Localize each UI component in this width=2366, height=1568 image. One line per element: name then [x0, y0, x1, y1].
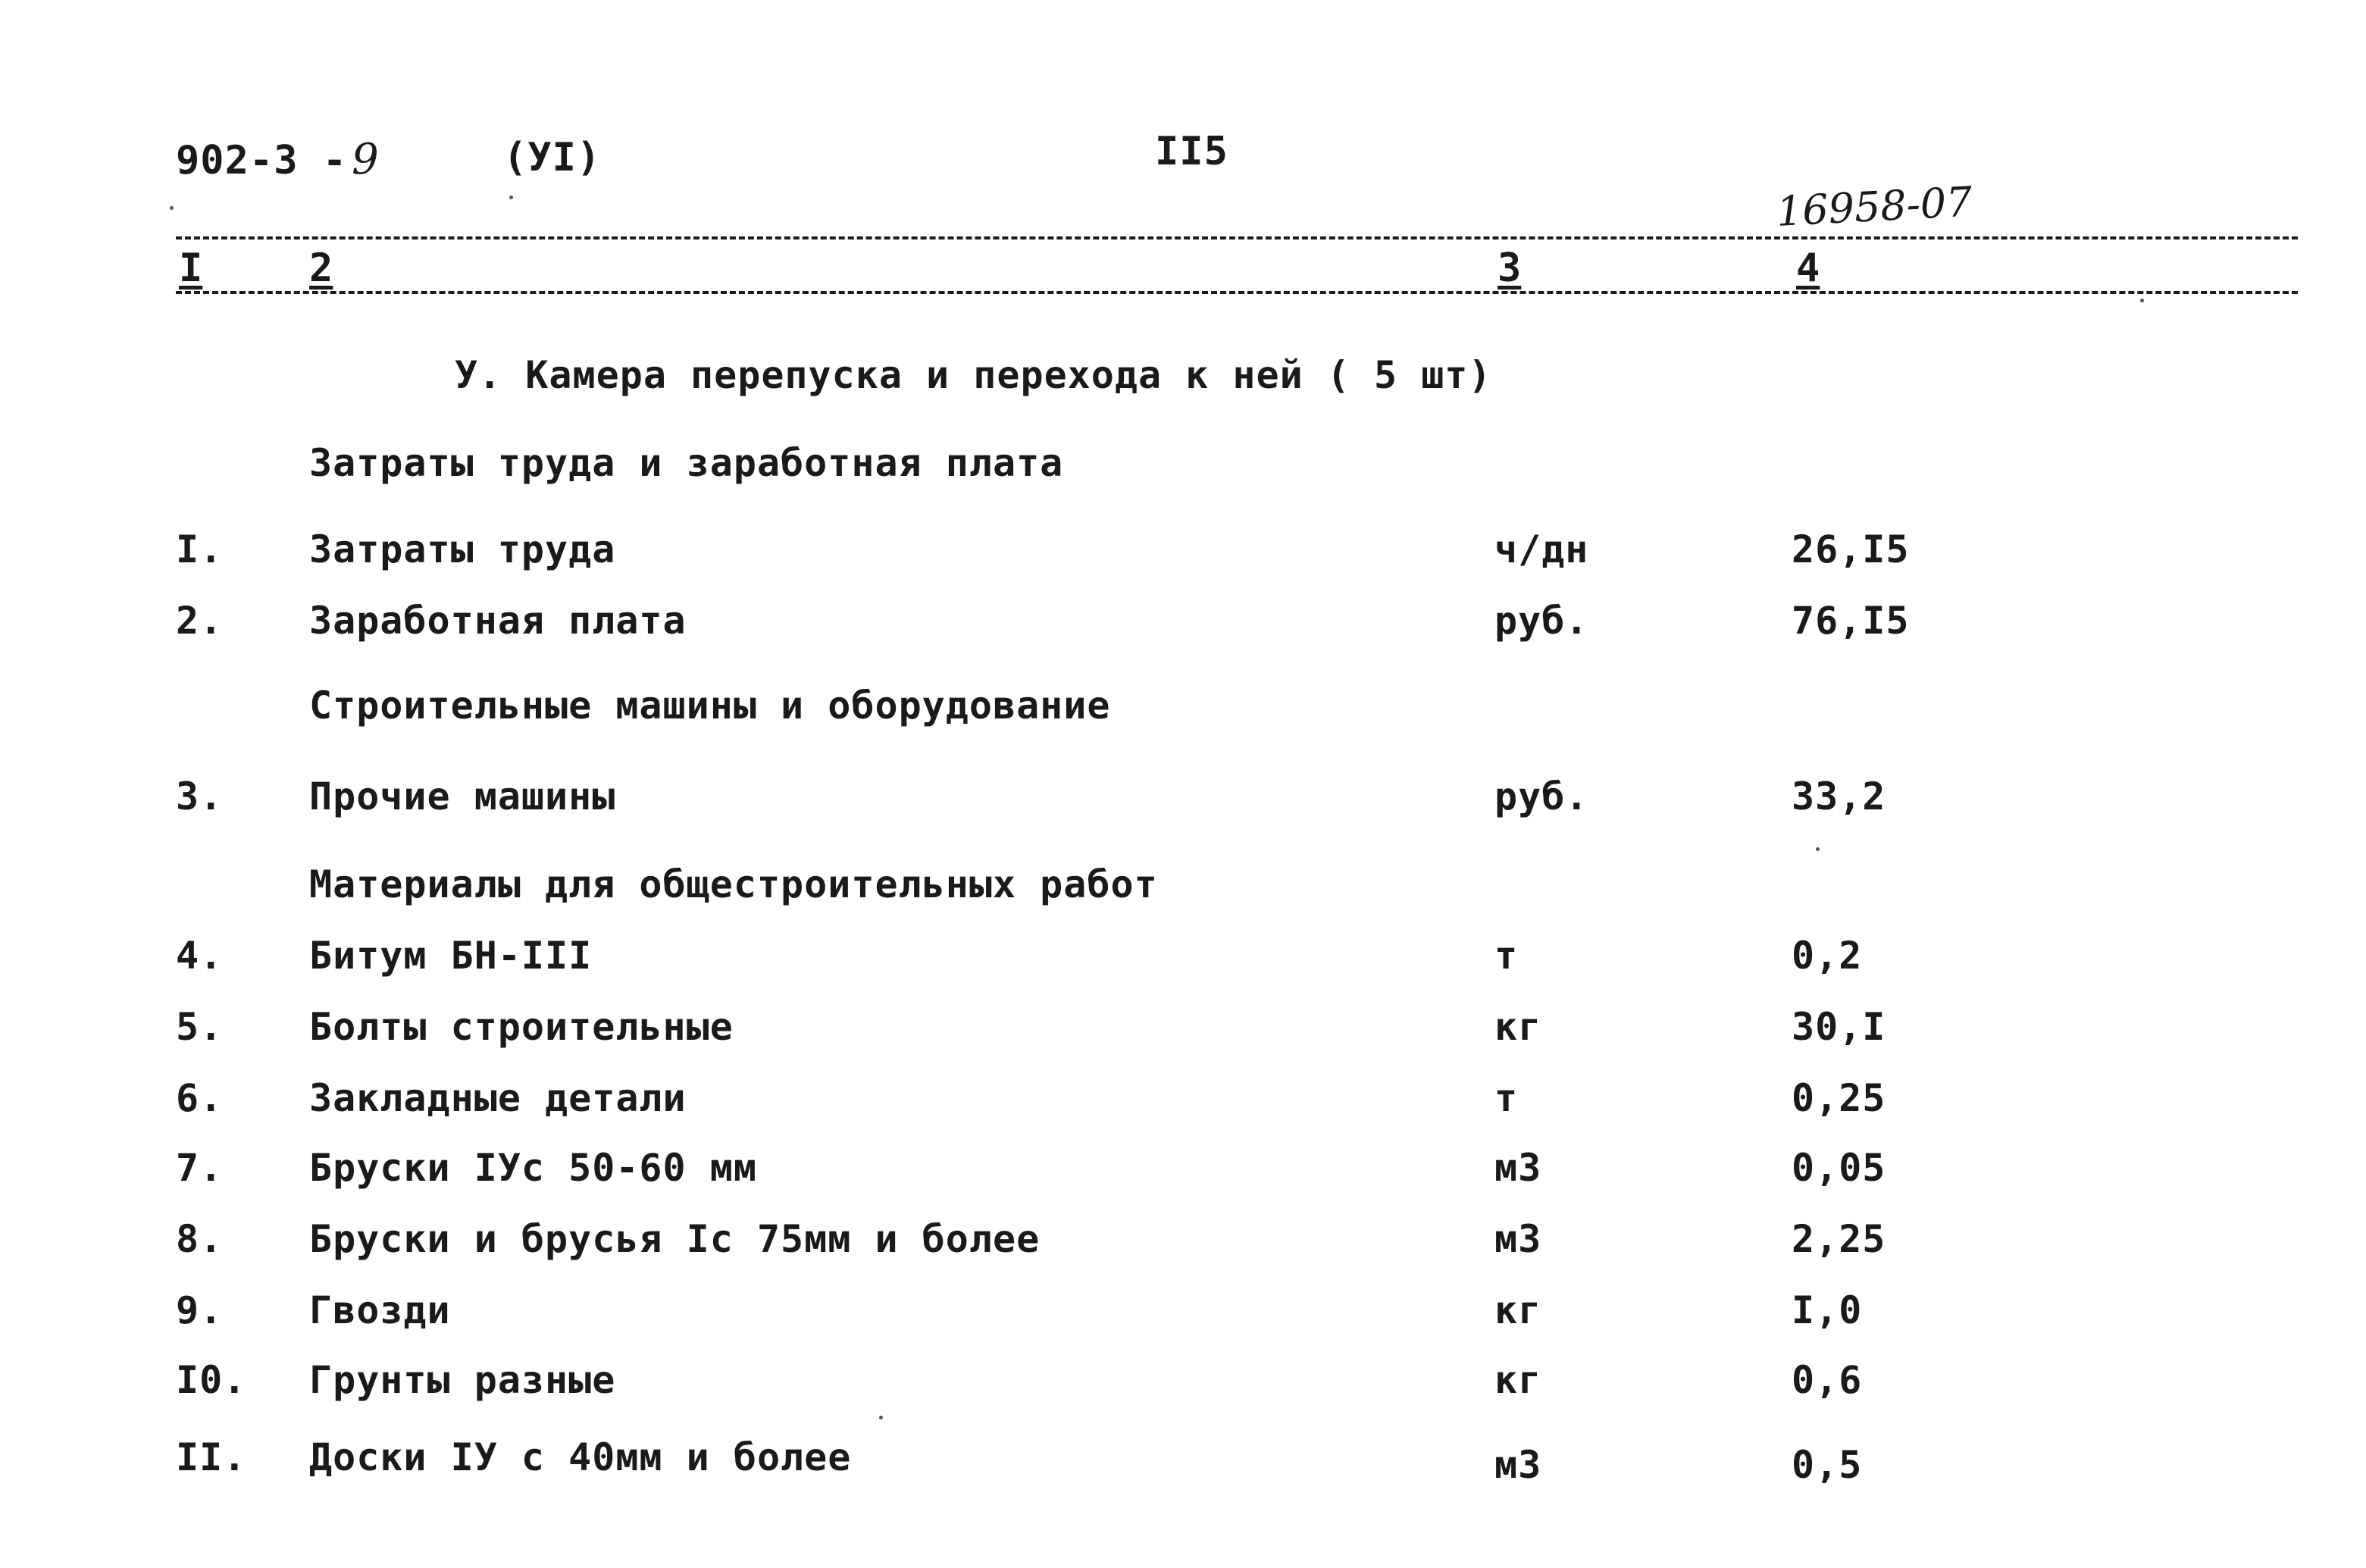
- group-heading-materials: Материалы для общестроительных работ: [309, 862, 1158, 906]
- row-unit: м3: [1494, 1146, 1542, 1190]
- row-unit: кг: [1494, 1358, 1542, 1402]
- row-unit: т: [1494, 934, 1519, 978]
- row-number: 2.: [176, 599, 224, 643]
- doc-section: (УI): [503, 135, 602, 180]
- row-number: I.: [176, 527, 224, 571]
- row-value: 0,2: [1792, 934, 1863, 978]
- row-number: 6.: [176, 1076, 224, 1120]
- row-name: Заработная плата: [309, 599, 687, 643]
- row-value: I,0: [1792, 1288, 1863, 1332]
- row-name: Бруски и брусья Iс 75мм и более: [309, 1217, 1041, 1261]
- row-value: 0,25: [1792, 1076, 1886, 1120]
- doc-code-prefix: 902-3 -: [176, 138, 348, 183]
- row-value: 30,I: [1792, 1005, 1886, 1049]
- row-value: 0,5: [1792, 1443, 1863, 1487]
- page-number: II5: [1155, 129, 1228, 174]
- row-number: I0.: [176, 1358, 247, 1402]
- scan-speck: [2140, 299, 2144, 302]
- row-number: 9.: [176, 1288, 224, 1332]
- row-number: 5.: [176, 1005, 224, 1049]
- column-number-4: 4: [1796, 246, 1820, 291]
- row-name: Битум БН-III: [309, 934, 593, 978]
- header-rule-top: [176, 236, 2298, 239]
- group-heading-labor: Затраты труда и заработная плата: [309, 441, 1064, 485]
- header-rule-bottom: [176, 291, 2298, 294]
- scan-speck: [879, 1416, 883, 1419]
- column-number-3: 3: [1498, 246, 1522, 291]
- register-number: 16958-07: [1775, 177, 1974, 236]
- row-value: 76,I5: [1792, 599, 1910, 643]
- row-unit: т: [1494, 1076, 1519, 1120]
- row-number: 4.: [176, 934, 224, 978]
- row-unit: ч/дн: [1494, 527, 1589, 571]
- row-number: II.: [176, 1435, 247, 1479]
- scan-speck: [509, 196, 513, 199]
- row-name: Затраты труда: [309, 527, 616, 571]
- row-name: Закладные детали: [309, 1076, 687, 1120]
- row-unit: кг: [1494, 1288, 1542, 1332]
- row-name: Болты строительные: [309, 1005, 734, 1049]
- row-name: Доски IУ с 40мм и более: [309, 1435, 852, 1479]
- column-number-1: I: [179, 246, 203, 291]
- row-value: 2,25: [1792, 1217, 1886, 1261]
- scan-speck: [170, 206, 174, 210]
- row-value: 0,05: [1792, 1146, 1886, 1190]
- row-name: Грунты разные: [309, 1358, 616, 1402]
- section-title: У. Камера перепуска и перехода к ней ( 5 шт): [455, 353, 1492, 397]
- row-number: 3.: [176, 775, 224, 818]
- row-unit: кг: [1494, 1005, 1542, 1049]
- row-unit: м3: [1494, 1217, 1542, 1261]
- row-value: 26,I5: [1792, 527, 1910, 571]
- row-value: 33,2: [1792, 775, 1886, 818]
- row-unit: руб.: [1494, 775, 1589, 818]
- row-unit: м3: [1494, 1443, 1542, 1487]
- row-unit: руб.: [1494, 599, 1589, 643]
- row-value: 0,6: [1792, 1358, 1863, 1402]
- scan-speck: [1816, 847, 1820, 851]
- group-heading-machines: Строительные машины и оборудование: [309, 684, 1111, 728]
- row-number: 8.: [176, 1217, 224, 1261]
- row-name: Гвозди: [309, 1288, 451, 1332]
- row-name: Прочие машины: [309, 775, 616, 818]
- doc-code-handwritten: 9: [352, 135, 380, 184]
- row-number: 7.: [176, 1146, 224, 1190]
- doc-code: [176, 135, 380, 184]
- row-name: Бруски IУс 50-60 мм: [309, 1146, 757, 1190]
- column-number-2: 2: [309, 246, 333, 291]
